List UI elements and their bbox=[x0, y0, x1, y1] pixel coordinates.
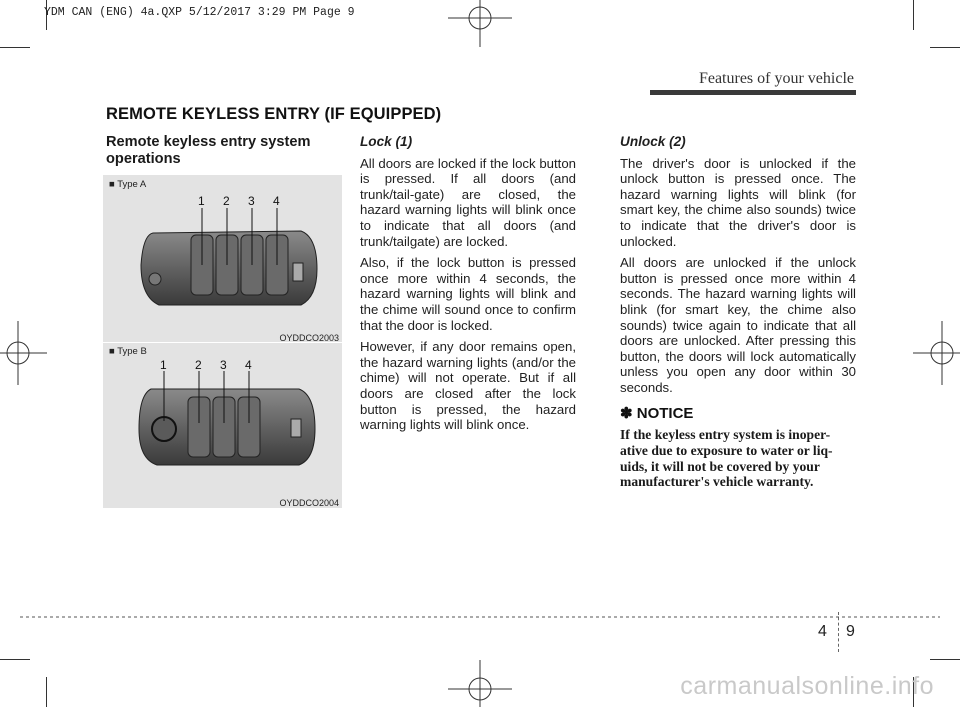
callout-a-2: 2 bbox=[223, 194, 230, 208]
running-header: Features of your vehicle bbox=[698, 70, 854, 87]
callout-a-4: 4 bbox=[273, 194, 280, 208]
chapter-number: 4 bbox=[818, 623, 827, 640]
lock-paragraph-3: However, if any door remains open, the hazard warning lights (and/or the chime) will not operate. But if all doors are closed after the lock button is pressed, the hazard warning lights will blink once. bbox=[360, 339, 576, 433]
unlock-heading: Unlock (2) bbox=[620, 134, 686, 149]
header-bar bbox=[650, 90, 856, 95]
page-number: 9 bbox=[846, 623, 855, 640]
column-2 bbox=[360, 134, 576, 439]
watermark: carmanualsonline.info bbox=[680, 672, 934, 700]
col1-heading: Remote keyless entry system operations bbox=[106, 134, 311, 167]
callout-b-3: 3 bbox=[220, 358, 227, 372]
key-fob-b bbox=[139, 389, 315, 465]
unlock-paragraph-2: All doors are unlocked if the unlock button is pressed once more within 4 seconds. The hazard warning lights will blink (for smart key, the chime also sounds) twice again to indicate that all doors are unlocked. After pressing this button, the doors will lock automatically unless you open any door within 30 seconds. bbox=[620, 255, 856, 395]
figure-a-code: OYDDCO2003 bbox=[279, 333, 339, 343]
lock-heading: Lock (1) bbox=[360, 134, 413, 149]
callout-a-1: 1 bbox=[198, 194, 205, 208]
lock-paragraph-2: Also, if the lock button is pressed once more within 4 seconds, the hazard warning lights will blink and the chime will sound once to confirm that the door is locked. bbox=[360, 255, 576, 333]
notice-text: If the keyless entry system is inoper-ative due to exposure to water or liq-uids, it will not be covered by your manufacturer's vehicle warranty. bbox=[620, 427, 833, 490]
notice-heading: ✽ NOTICE bbox=[620, 404, 694, 422]
column-1 bbox=[106, 134, 346, 168]
callout-b-1: 1 bbox=[160, 358, 167, 372]
figure-a-label: ■ Type A bbox=[109, 179, 147, 190]
figure-b-label: ■ Type B bbox=[109, 346, 147, 357]
callout-a-3: 3 bbox=[248, 194, 255, 208]
column-3 bbox=[620, 134, 856, 490]
smart-key-type-b-illustration bbox=[103, 343, 342, 508]
key-fob-a bbox=[141, 231, 317, 305]
callout-b-2: 2 bbox=[195, 358, 202, 372]
lock-paragraph-1: All doors are locked if the lock button is pressed. If all doors (and trunk/tail-gate) are closed, the hazard warning lights will blink once to indicate that all doors (and trunk/tailgate) are locked. bbox=[360, 155, 576, 249]
figure-type-b bbox=[103, 343, 342, 508]
unlock-paragraph-1: The driver's door is unlocked if the unlock button is pressed once. The hazard warning lights will blink (for smart key, the chime also sounds) twice to indicate that the driver's door is unlocked. bbox=[620, 155, 856, 249]
smart-key-type-a-illustration bbox=[103, 175, 342, 342]
figure-b-code: OYDDCO2004 bbox=[279, 498, 339, 508]
callout-b-4: 4 bbox=[245, 358, 252, 372]
figure-type-a bbox=[103, 175, 342, 342]
section-title: REMOTE KEYLESS ENTRY (IF EQUIPPED) bbox=[106, 105, 442, 123]
print-header: YDM CAN (ENG) 4a.QXP 5/12/2017 3:29 PM Page 9 bbox=[44, 6, 355, 19]
